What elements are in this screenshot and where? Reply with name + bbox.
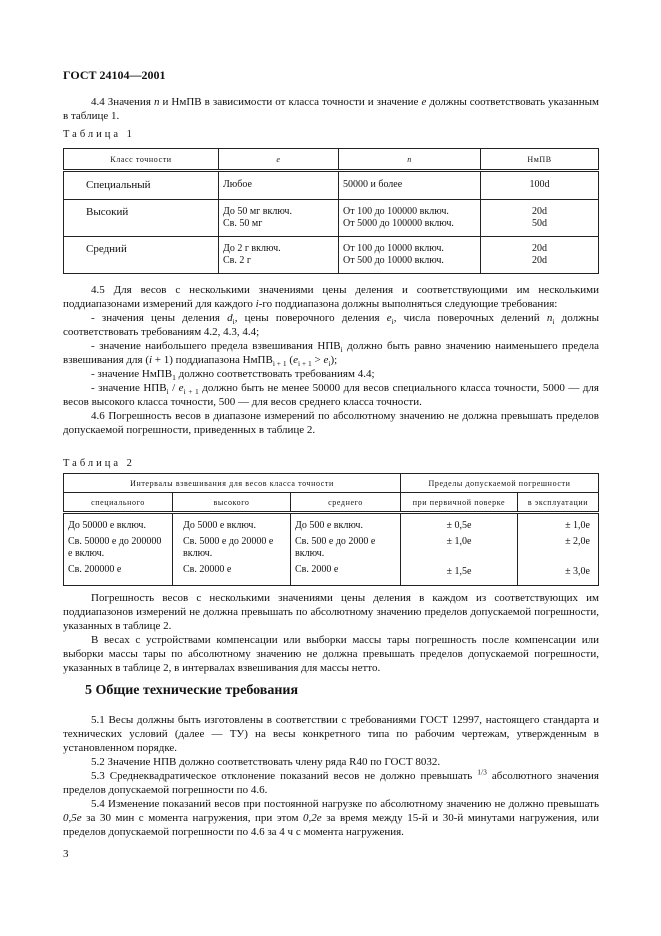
cell-e: Любое — [219, 171, 339, 200]
cell-line: От 100 до 10000 включ. — [343, 243, 444, 254]
cell-line: До 50000 e включ. — [68, 520, 146, 531]
cell-line: От 5000 до 100000 включ. — [343, 218, 454, 229]
paragraph-4-4: 4.4 Значения n и НмПВ в зависимости от класса точности и значение e должны соответствовать указанным в таблице 1. — [63, 96, 599, 122]
table-group-header-row — [64, 474, 599, 493]
header-initial-verification: при первичной поверке — [401, 493, 518, 513]
cell-medium — [291, 513, 401, 586]
cell-line: От 100 до 100000 включ. — [343, 206, 449, 217]
paragraph-4-5: 4.5 Для весов с несколькими значениями цены деления и соответствующими им несколькими поддиапазонами измерений для каждого i-го поддиапазона должны выполняться следующие требования: - значения цены деления $d_i$, цены поверочного деления $e_i$, числа поверочных делений $n_i$ должны соответствовать требованиям 4.2, 4.3, 4.4; - значение наибольшего предела взвешивания $НПВ_i$ должно быть равно значению наименьшего предела взвешивания для (i + 1) поддиапазона НмПВ$_{i + 1}$ $(e_{i + 1} > e_i)$; - значение НмПВ$_1$ должно соответствовать требованиям 4.4; - значение $НПВ_i / e_{i + 1}$ должно быть не менее 50000 для весов специального класса точности, 5000 — для весов высокого класса точности, 500 — для весов среднего класса точности. 4.6 Погрешность весов в диапазоне измерений по абсолютному значению не должна превышать пределов допускаемой погрешности, приведенных в таблице 2. — [63, 284, 599, 436]
cell-nmpv — [481, 200, 599, 237]
header-in-service: в эксплуатации — [518, 493, 599, 513]
table-1 — [63, 148, 599, 274]
cell-n: 50000 и более — [339, 171, 481, 200]
document-header: ГОСТ 24104—2001 — [63, 68, 166, 82]
cell-line: ± 3,0e — [565, 566, 590, 577]
cell-line: ± 1,0e — [565, 520, 590, 531]
table-row — [64, 513, 599, 586]
page-number: 3 — [63, 848, 69, 860]
table-2 — [63, 473, 599, 586]
header-nmpv: НмПВ — [481, 149, 599, 171]
paragraph-multi-interval-error: Погрешность весов с несколькими значениями цены деления в каждом из соответствующих им поддиапазонов измерений не должна превышать по абсолютному значению пределов допускаемой погрешности, указанных в таблице 2. — [63, 592, 599, 632]
table-1-caption: Таблица 1 — [63, 129, 135, 140]
cell-line: Св. 50000 e до 200000 e включ. — [68, 535, 162, 559]
table-header-row — [64, 149, 599, 171]
cell-n — [339, 237, 481, 274]
table-row — [64, 200, 599, 237]
cell-line: ± 2,0e — [565, 535, 590, 547]
section-5-heading: 5 Общие технические требования — [85, 683, 299, 698]
cell-line: До 500 e включ. — [295, 520, 363, 531]
cell-line: ± 0,5e — [446, 520, 472, 531]
header-medium: среднего — [291, 493, 401, 513]
cell-class: Средний — [64, 237, 219, 274]
paragraph-5-1: 5.1 Весы должны быть изготовлены в соответствии с требованиями ГОСТ 12997, настоящего стандарта и технических условий (далее — ТУ) на весы конкретного типа по рабочим чертежам, утвержденным в установленном порядке. — [63, 714, 599, 754]
cell-line: Св. 20000 e — [183, 563, 232, 575]
cell-line: 20d — [532, 243, 547, 254]
paragraph-5-3: 5.3 Среднеквадратическое отклонение показаний весов не должно превышать $^{1/3}$ абсолютного значения пределов допускаемой погрешности по 4.6. — [63, 767, 599, 796]
table-header-row — [64, 493, 599, 513]
cell-line: 20d — [532, 255, 547, 266]
cell-line: Св. 500 e до 2000 e включ. — [295, 535, 376, 559]
table-row — [64, 171, 599, 200]
header-weighing-intervals: Интервалы взвешивания для весов класса точности — [64, 474, 401, 493]
section-5-body — [63, 713, 599, 839]
paragraph-after-table-2 — [63, 591, 599, 675]
cell-class: Специальный — [64, 171, 219, 200]
cell-line: Св. 5000 e до 20000 e включ. — [183, 535, 274, 559]
cell-line: 50d — [532, 218, 547, 229]
cell-initial — [401, 513, 518, 586]
cell-e — [219, 237, 339, 274]
table-2-caption: Таблица 2 — [63, 458, 135, 469]
cell-line: ± 1,5e — [446, 566, 472, 577]
cell-line: 20d — [532, 206, 547, 217]
cell-line: Св. 2000 e — [295, 563, 339, 575]
header-n: n — [339, 149, 481, 171]
paragraph-4-6: 4.6 Погрешность весов в диапазоне измерений по абсолютному значению не должна превышать пределов допускаемой погрешности, приведенных в таблице 2. — [63, 410, 599, 436]
paragraph-5-4: 5.4 Изменение показаний весов при постоянной нагрузке по абсолютному значению не должно превышать 0,5e за 30 мин с момента нагружения, при этом 0,2e за время между 15-й и 30-й минутами нагружения, или пределов допускаемой погрешности по 4.6 за 4 ч с момента нагружения. — [63, 798, 599, 838]
header-e: e — [219, 149, 339, 171]
cell-e — [219, 200, 339, 237]
cell-service — [518, 513, 599, 586]
cell-special — [64, 513, 173, 586]
cell-line: До 5000 e включ. — [183, 520, 256, 531]
header-high: высокого — [173, 493, 291, 513]
cell-line: Св. 2 г — [223, 255, 251, 266]
cell-line: Св. 50 мг — [223, 218, 263, 229]
cell-line: До 2 г включ. — [223, 243, 281, 254]
cell-nmpv — [481, 237, 599, 274]
cell-line: Св. 200000 e — [68, 563, 122, 575]
table-row — [64, 237, 599, 274]
header-special: специального — [64, 493, 173, 513]
cell-line: От 500 до 10000 включ. — [343, 255, 444, 266]
cell-line: ± 1,0e — [446, 535, 472, 547]
paragraph-tare-error: В весах с устройствами компенсации или выборки массы тары погрешность после компенсации или выборки массы тары по абсолютному значению не должна превышать пределов допускаемой погрешности, указанных в таблице 2, в интервалах взвешивания для массы нетто. — [63, 634, 599, 674]
cell-nmpv: 100d — [481, 171, 599, 200]
cell-n — [339, 200, 481, 237]
cell-class: Высокий — [64, 200, 219, 237]
paragraph-5-2: 5.2 Значение НПВ должно соответствовать члену ряда R40 по ГОСТ 8032. — [91, 756, 441, 768]
cell-line: До 50 мг включ. — [223, 206, 292, 217]
header-error-limits: Пределы допускаемой погрешности — [401, 474, 599, 493]
cell-high — [173, 513, 291, 586]
header-class: Класс точности — [64, 149, 219, 171]
